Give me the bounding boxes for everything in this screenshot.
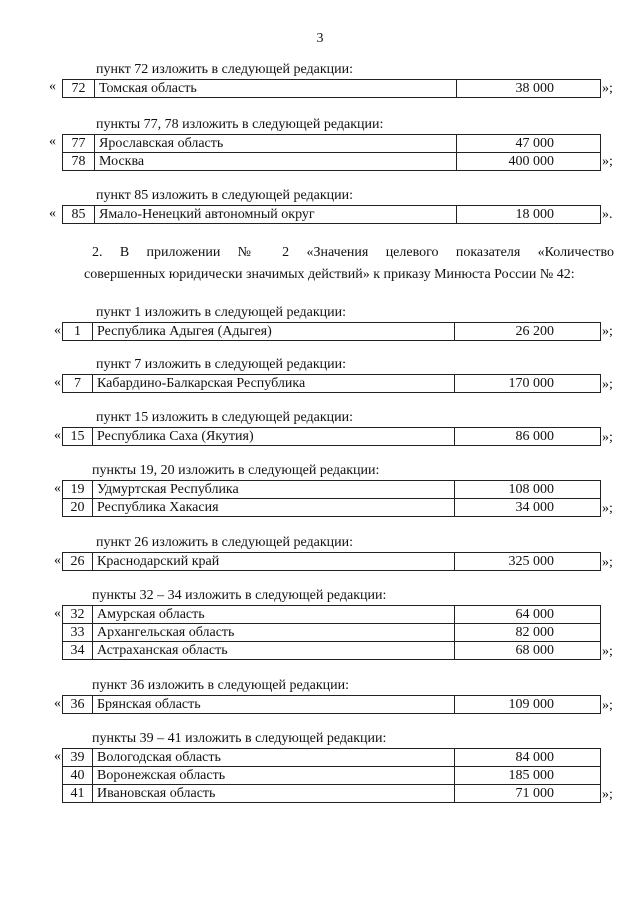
target-value: 38 000 bbox=[457, 80, 601, 98]
region-name: Ямало-Ненецкий автономный округ bbox=[95, 206, 457, 224]
open-quote: « bbox=[54, 696, 61, 711]
table-row bbox=[63, 375, 601, 393]
table-row bbox=[63, 642, 601, 660]
row-number: 20 bbox=[63, 499, 93, 517]
table-row bbox=[63, 553, 601, 571]
region-name: Воронежская область bbox=[93, 767, 455, 785]
table-row bbox=[63, 696, 601, 714]
open-quote: « bbox=[49, 206, 56, 221]
close-quote: »; bbox=[602, 787, 613, 802]
target-value: 170 000 bbox=[455, 375, 601, 393]
close-quote: »; bbox=[602, 430, 613, 445]
open-quote: « bbox=[54, 323, 61, 338]
target-value: 34 000 bbox=[455, 499, 601, 517]
target-value: 109 000 bbox=[455, 696, 601, 714]
region-name: Томская область bbox=[95, 80, 457, 98]
row-number: 1 bbox=[63, 323, 93, 341]
open-quote: « bbox=[54, 553, 61, 568]
open-quote: « bbox=[54, 428, 61, 443]
target-value: 68 000 bbox=[455, 642, 601, 660]
target-value: 71 000 bbox=[455, 785, 601, 803]
region-table bbox=[62, 427, 601, 446]
block-caption: пункт 1 изложить в следующей редакции: bbox=[96, 305, 346, 320]
open-quote: « bbox=[54, 606, 61, 621]
region-name: Ярославская область bbox=[95, 135, 457, 153]
region-table bbox=[62, 552, 601, 571]
region-table bbox=[62, 79, 601, 98]
block-caption: пункты 39 – 41 изложить в следующей редакции: bbox=[92, 731, 387, 746]
region-table bbox=[62, 322, 601, 341]
row-number: 36 bbox=[63, 696, 93, 714]
table-row bbox=[63, 428, 601, 446]
target-value: 400 000 bbox=[457, 153, 601, 171]
region-table bbox=[62, 695, 601, 714]
row-number: 15 bbox=[63, 428, 93, 446]
region-table bbox=[62, 374, 601, 393]
block-caption: пункты 19, 20 изложить в следующей редакции: bbox=[92, 463, 380, 478]
target-value: 64 000 bbox=[455, 606, 601, 624]
region-name: Амурская область bbox=[93, 606, 455, 624]
table-row bbox=[63, 206, 601, 224]
block-caption: пункт 36 изложить в следующей редакции: bbox=[92, 678, 349, 693]
target-value: 185 000 bbox=[455, 767, 601, 785]
region-name: Вологодская область bbox=[93, 749, 455, 767]
row-number: 72 bbox=[63, 80, 95, 98]
section-2-paragraph bbox=[84, 242, 614, 286]
close-quote: »; bbox=[602, 555, 613, 570]
close-quote: ». bbox=[602, 207, 613, 222]
target-value: 26 200 bbox=[455, 323, 601, 341]
region-name: Брянская область bbox=[93, 696, 455, 714]
table-row bbox=[63, 624, 601, 642]
region-table bbox=[62, 205, 601, 224]
block-caption: пункт 15 изложить в следующей редакции: bbox=[96, 410, 353, 425]
row-number: 77 bbox=[63, 135, 95, 153]
region-name: Кабардино-Балкарская Республика bbox=[93, 375, 455, 393]
table-row bbox=[63, 606, 601, 624]
row-number: 78 bbox=[63, 153, 95, 171]
target-value: 18 000 bbox=[457, 206, 601, 224]
row-number: 34 bbox=[63, 642, 93, 660]
region-name: Удмуртская Республика bbox=[93, 481, 455, 499]
region-name: Москва bbox=[95, 153, 457, 171]
row-number: 33 bbox=[63, 624, 93, 642]
block-caption: пункт 85 изложить в следующей редакции: bbox=[96, 188, 353, 203]
open-quote: « bbox=[49, 134, 56, 149]
region-name: Республика Адыгея (Адыгея) bbox=[93, 323, 455, 341]
target-value: 84 000 bbox=[455, 749, 601, 767]
target-value: 82 000 bbox=[455, 624, 601, 642]
table-row bbox=[63, 135, 601, 153]
region-table bbox=[62, 748, 601, 803]
block-caption: пункт 26 изложить в следующей редакции: bbox=[96, 535, 353, 550]
table-row bbox=[63, 749, 601, 767]
open-quote: « bbox=[54, 481, 61, 496]
close-quote: »; bbox=[602, 377, 613, 392]
region-table bbox=[62, 134, 601, 171]
close-quote: »; bbox=[602, 324, 613, 339]
region-name: Республика Хакасия bbox=[93, 499, 455, 517]
target-value: 47 000 bbox=[457, 135, 601, 153]
block-caption: пункты 77, 78 изложить в следующей редакции: bbox=[96, 117, 384, 132]
open-quote: « bbox=[54, 749, 61, 764]
region-table bbox=[62, 480, 601, 517]
close-quote: »; bbox=[602, 154, 613, 169]
paragraph-line-2: совершенных юридически значимых действий» к приказу Минюста России № 42: bbox=[84, 267, 575, 282]
table-row bbox=[63, 153, 601, 171]
page-number: 3 bbox=[316, 31, 324, 46]
row-number: 32 bbox=[63, 606, 93, 624]
region-table bbox=[62, 605, 601, 660]
block-caption: пункты 32 – 34 изложить в следующей редакции: bbox=[92, 588, 387, 603]
open-quote: « bbox=[49, 79, 56, 94]
region-name: Краснодарский край bbox=[93, 553, 455, 571]
region-name: Ивановская область bbox=[93, 785, 455, 803]
close-quote: »; bbox=[602, 644, 613, 659]
close-quote: »; bbox=[602, 501, 613, 516]
row-number: 26 bbox=[63, 553, 93, 571]
table-row bbox=[63, 80, 601, 98]
table-row bbox=[63, 323, 601, 341]
region-name: Астраханская область bbox=[93, 642, 455, 660]
region-name: Республика Саха (Якутия) bbox=[93, 428, 455, 446]
open-quote: « bbox=[54, 375, 61, 390]
table-row bbox=[63, 767, 601, 785]
target-value: 86 000 bbox=[455, 428, 601, 446]
row-number: 40 bbox=[63, 767, 93, 785]
close-quote: »; bbox=[602, 698, 613, 713]
table-row bbox=[63, 785, 601, 803]
row-number: 19 bbox=[63, 481, 93, 499]
row-number: 41 bbox=[63, 785, 93, 803]
target-value: 108 000 bbox=[455, 481, 601, 499]
block-caption: пункт 7 изложить в следующей редакции: bbox=[96, 357, 346, 372]
region-name: Архангельская область bbox=[93, 624, 455, 642]
row-number: 39 bbox=[63, 749, 93, 767]
block-caption: пункт 72 изложить в следующей редакции: bbox=[96, 62, 353, 77]
row-number: 7 bbox=[63, 375, 93, 393]
close-quote: »; bbox=[602, 81, 613, 96]
table-row bbox=[63, 499, 601, 517]
table-row bbox=[63, 481, 601, 499]
target-value: 325 000 bbox=[455, 553, 601, 571]
row-number: 85 bbox=[63, 206, 95, 224]
paragraph-line-1: 2. В приложении № 2 «Значения целевого показателя «Количество bbox=[92, 245, 614, 260]
